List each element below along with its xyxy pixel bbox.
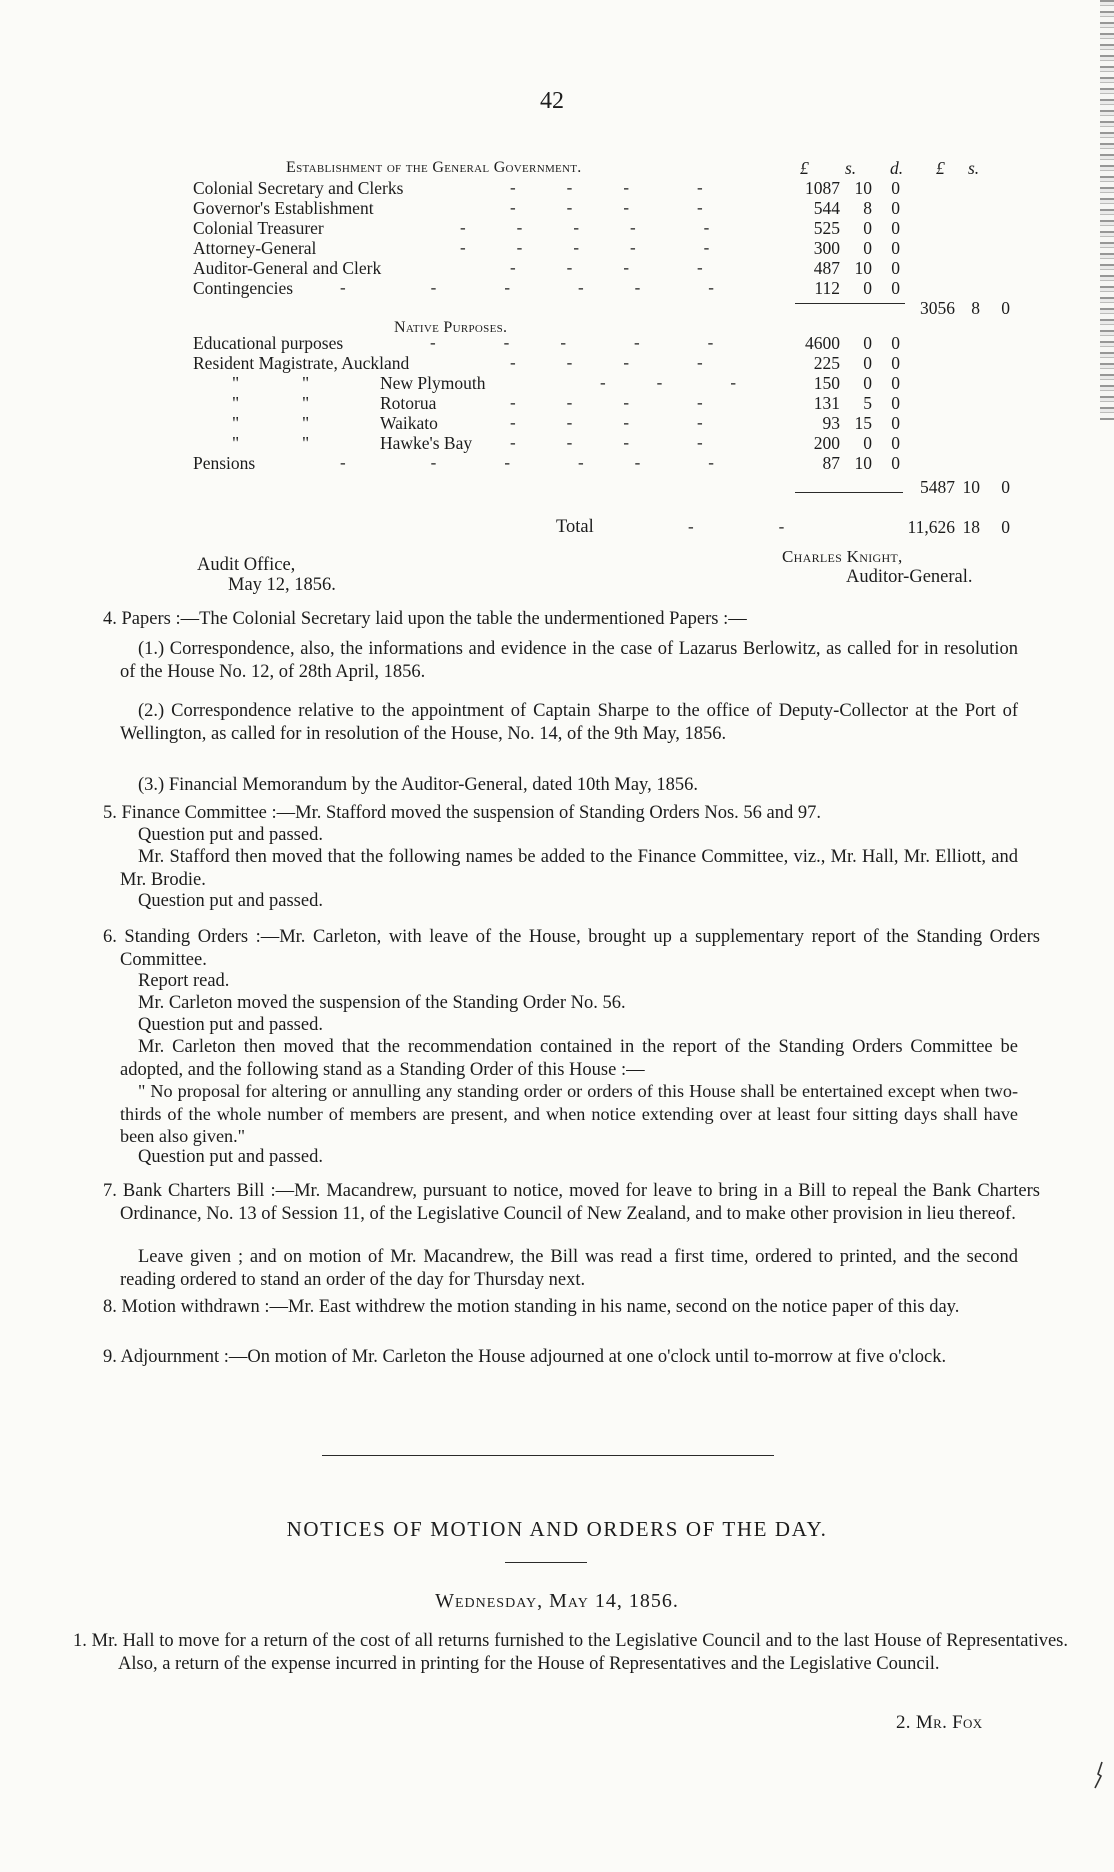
leader-dashes: - - - - xyxy=(510,353,703,372)
item-motion-withdrawn: 8. Motion withdrawn :—Mr. East withdrew the motion standing in his name, second on the notice paper of this day. xyxy=(103,1297,960,1317)
row-label: New Plymouth xyxy=(380,373,486,393)
total-pence: 0 xyxy=(1001,517,1010,537)
subtotal-shillings: 10 xyxy=(962,477,980,497)
amount-pounds: 1087 xyxy=(805,178,840,198)
total-shillings: 18 xyxy=(962,517,980,537)
amount-pounds: 112 xyxy=(814,278,840,298)
row-label: Governor's Establishment xyxy=(193,198,374,218)
amount-pence: 0 xyxy=(891,393,900,413)
col-header-shillings: s. xyxy=(845,158,857,178)
amount-shillings: 10 xyxy=(854,258,872,278)
leader-dashes: - - - - - xyxy=(460,218,710,237)
amount-pence: 0 xyxy=(891,258,900,278)
question-passed: Question put and passed. xyxy=(138,1015,323,1035)
amount-pounds: 544 xyxy=(813,198,840,218)
ditto-mark: " xyxy=(302,393,310,413)
total-label: Total xyxy=(556,517,594,537)
question-passed: Question put and passed. xyxy=(138,891,323,911)
leader-dashes: - - - - xyxy=(510,258,703,277)
row-label: Pensions xyxy=(193,453,256,473)
leader-dashes: - - xyxy=(688,517,785,536)
short-rule xyxy=(505,1562,587,1563)
amount-pence: 0 xyxy=(891,453,900,473)
row-label: Attorney-General xyxy=(193,238,317,258)
leader-dashes: - - - - xyxy=(510,433,703,452)
amount-shillings: 0 xyxy=(863,278,872,298)
amount-shillings: 0 xyxy=(863,333,872,353)
audit-date: May 12, 1856. xyxy=(228,575,336,595)
paper-3: (3.) Financial Memorandum by the Auditor-General, dated 10th May, 1856. xyxy=(138,775,698,795)
question-passed: Question put and passed. xyxy=(138,1147,323,1167)
amount-pence: 0 xyxy=(891,353,900,373)
row-label: Waikato xyxy=(380,413,438,433)
amount-pounds: 200 xyxy=(813,433,840,453)
item-bank-charters-bill: 7. Bank Charters Bill :—Mr. Macandrew, pursuant to notice, moved for leave to bring in a Bill to repeal the Bank Charters Ordinance, No. 13 of Session 11, of the Legislative Council of New Zealand, and to make other provision in lieu thereof. xyxy=(103,1181,1040,1224)
amount-pounds: 300 xyxy=(813,238,840,258)
leader-dashes: - - - - xyxy=(510,413,703,432)
col-header-pounds: £ xyxy=(800,158,809,178)
notices-date: Wednesday, May 14, 1856. xyxy=(435,1590,679,1612)
notice-item-1: 1. Mr. Hall to move for a return of the cost of all returns furnished to the Legislative Council and to the last House of Representatives. Also, a return of the expense incurred in printing for the House of Representatives and the Legislative Council. xyxy=(73,1631,1068,1674)
ditto-mark: " xyxy=(302,373,310,393)
ditto-mark: " xyxy=(302,433,310,453)
paper-2: (2.) Correspondence relative to the appointment of Captain Sharpe to the office of Deputy-Collector at the Port of Wellington, as called for in resolution of the House, No. 14, of the 9th May, 1856. xyxy=(120,701,1018,744)
row-label: Resident Magistrate, Auckland xyxy=(193,353,410,373)
subtotal-pounds: 5487 xyxy=(920,477,955,497)
col-header-shillings-2: s. xyxy=(968,158,980,178)
item-finance-committee: 5. Finance Committee :—Mr. Stafford moved the suspension of Standing Orders Nos. 56 and 97. xyxy=(103,803,821,823)
amount-pence: 0 xyxy=(891,373,900,393)
amount-pence: 0 xyxy=(891,333,900,353)
row-label: Colonial Secretary and Clerks xyxy=(193,178,404,198)
col-header-pence: d. xyxy=(890,158,904,178)
finance-names: Mr. Stafford then moved that the following names be added to the Finance Committee, viz., Mr. Hall, Mr. Elliott, and Mr. Brodie. xyxy=(120,847,1018,890)
ditto-mark: " xyxy=(232,413,240,433)
row-label: Colonial Treasurer xyxy=(193,218,324,238)
amount-pence: 0 xyxy=(891,178,900,198)
page-edge xyxy=(1100,0,1114,420)
amount-pence: 0 xyxy=(891,218,900,238)
leader-dashes: - - - - xyxy=(510,178,703,197)
amount-shillings: 0 xyxy=(863,433,872,453)
amount-pence: 0 xyxy=(891,238,900,258)
suspension-motion: Mr. Carleton moved the suspension of the Standing Order No. 56. xyxy=(138,993,626,1013)
subtotal-shillings: 8 xyxy=(971,298,980,318)
leader-dashes: - - - - xyxy=(510,393,703,412)
standing-order-quote: " No proposal for altering or annulling any standing order or orders of this House shall be entertained except when two-thirds of the whole number of members are present, and when notice extending over at least four sitting days shall have been also given." xyxy=(120,1081,1018,1146)
subtotal-rule xyxy=(795,303,905,304)
amount-pounds: 4600 xyxy=(805,333,840,353)
row-label: Auditor-General and Clerk xyxy=(193,258,382,278)
leader-dashes: - - - - - xyxy=(460,238,710,257)
total-pounds: 11,626 xyxy=(907,517,955,537)
report-read: Report read. xyxy=(138,971,230,991)
ink-mark xyxy=(1092,1760,1106,1790)
amount-shillings: 8 xyxy=(863,198,872,218)
subtotal-pence: 0 xyxy=(1001,298,1010,318)
section-divider xyxy=(322,1455,774,1456)
amount-pounds: 131 xyxy=(813,393,840,413)
amount-shillings: 15 xyxy=(854,413,872,433)
amount-pounds: 93 xyxy=(822,413,840,433)
leader-dashes: - - - xyxy=(600,373,736,392)
catchword: 2. Mr. Fox xyxy=(896,1712,983,1733)
ditto-mark: " xyxy=(232,373,240,393)
amount-pence: 0 xyxy=(891,278,900,298)
paper-1: (1.) Correspondence, also, the informations and evidence in the case of Lazarus Berlowitz, as called for in resolution of the House No. 12, of 28th April, 1856. xyxy=(120,639,1018,682)
amount-pounds: 225 xyxy=(813,353,840,373)
amount-pounds: 150 xyxy=(813,373,840,393)
row-label: Rotorua xyxy=(380,393,437,413)
amount-pounds: 525 xyxy=(813,218,840,238)
item-adjournment: 9. Adjournment :—On motion of Mr. Carleton the House adjourned at one o'clock until to-morrow at five o'clock. xyxy=(103,1347,947,1367)
ditto-mark: " xyxy=(232,393,240,413)
amount-shillings: 0 xyxy=(863,353,872,373)
bill-first-reading: Leave given ; and on motion of Mr. Macandrew, the Bill was read a first time, ordered to printed, and the second reading ordered to stand an order of the day for Thursday next. xyxy=(120,1247,1018,1290)
leader-dashes: - - - - xyxy=(510,198,703,217)
ditto-mark: " xyxy=(232,433,240,453)
amount-pence: 0 xyxy=(891,413,900,433)
item-papers: 4. Papers :—The Colonial Secretary laid upon the table the undermentioned Papers :— xyxy=(103,609,747,629)
signatory-name: Charles Knight, xyxy=(782,547,903,566)
row-label: Contingencies xyxy=(193,278,294,298)
signatory-title: Auditor-General. xyxy=(846,567,973,587)
subtotal-pounds: 3056 xyxy=(920,298,955,318)
amount-shillings: 5 xyxy=(863,393,872,413)
section-title-native-purposes: Native Purposes. xyxy=(394,319,508,336)
recommendation-motion: Mr. Carleton then moved that the recommendation contained in the report of the Standing Orders Committee be adopted, and the following stand as a Standing Order of this House :— xyxy=(120,1037,1018,1080)
amount-pence: 0 xyxy=(891,198,900,218)
subtotal-rule xyxy=(795,492,903,493)
ditto-mark: " xyxy=(302,413,310,433)
amount-shillings: 10 xyxy=(854,178,872,198)
page-number: 42 xyxy=(540,88,564,114)
amount-pounds: 87 xyxy=(822,453,840,473)
col-header-pounds-2: £ xyxy=(936,158,945,178)
leader-dashes: - - - - - xyxy=(430,333,714,352)
notices-title: NOTICES OF MOTION AND ORDERS OF THE DAY. xyxy=(286,1517,828,1541)
amount-shillings: 0 xyxy=(863,218,872,238)
amount-shillings: 0 xyxy=(863,238,872,258)
row-label: Hawke's Bay xyxy=(380,433,473,453)
item-standing-orders: 6. Standing Orders :—Mr. Carleton, with leave of the House, brought up a supplementary report of the Standing Orders Committee. xyxy=(103,927,1040,970)
amount-pence: 0 xyxy=(891,433,900,453)
audit-office: Audit Office, xyxy=(197,555,296,575)
section-title-general-government: Establishment of the General Government. xyxy=(286,159,582,176)
leader-dashes: - - - - - - xyxy=(340,453,714,472)
leader-dashes: - - - - - - xyxy=(340,278,714,297)
amount-shillings: 10 xyxy=(854,453,872,473)
amount-shillings: 0 xyxy=(863,373,872,393)
row-label: Educational purposes xyxy=(193,333,344,353)
subtotal-pence: 0 xyxy=(1001,477,1010,497)
question-passed: Question put and passed. xyxy=(138,825,323,845)
amount-pounds: 487 xyxy=(813,258,840,278)
